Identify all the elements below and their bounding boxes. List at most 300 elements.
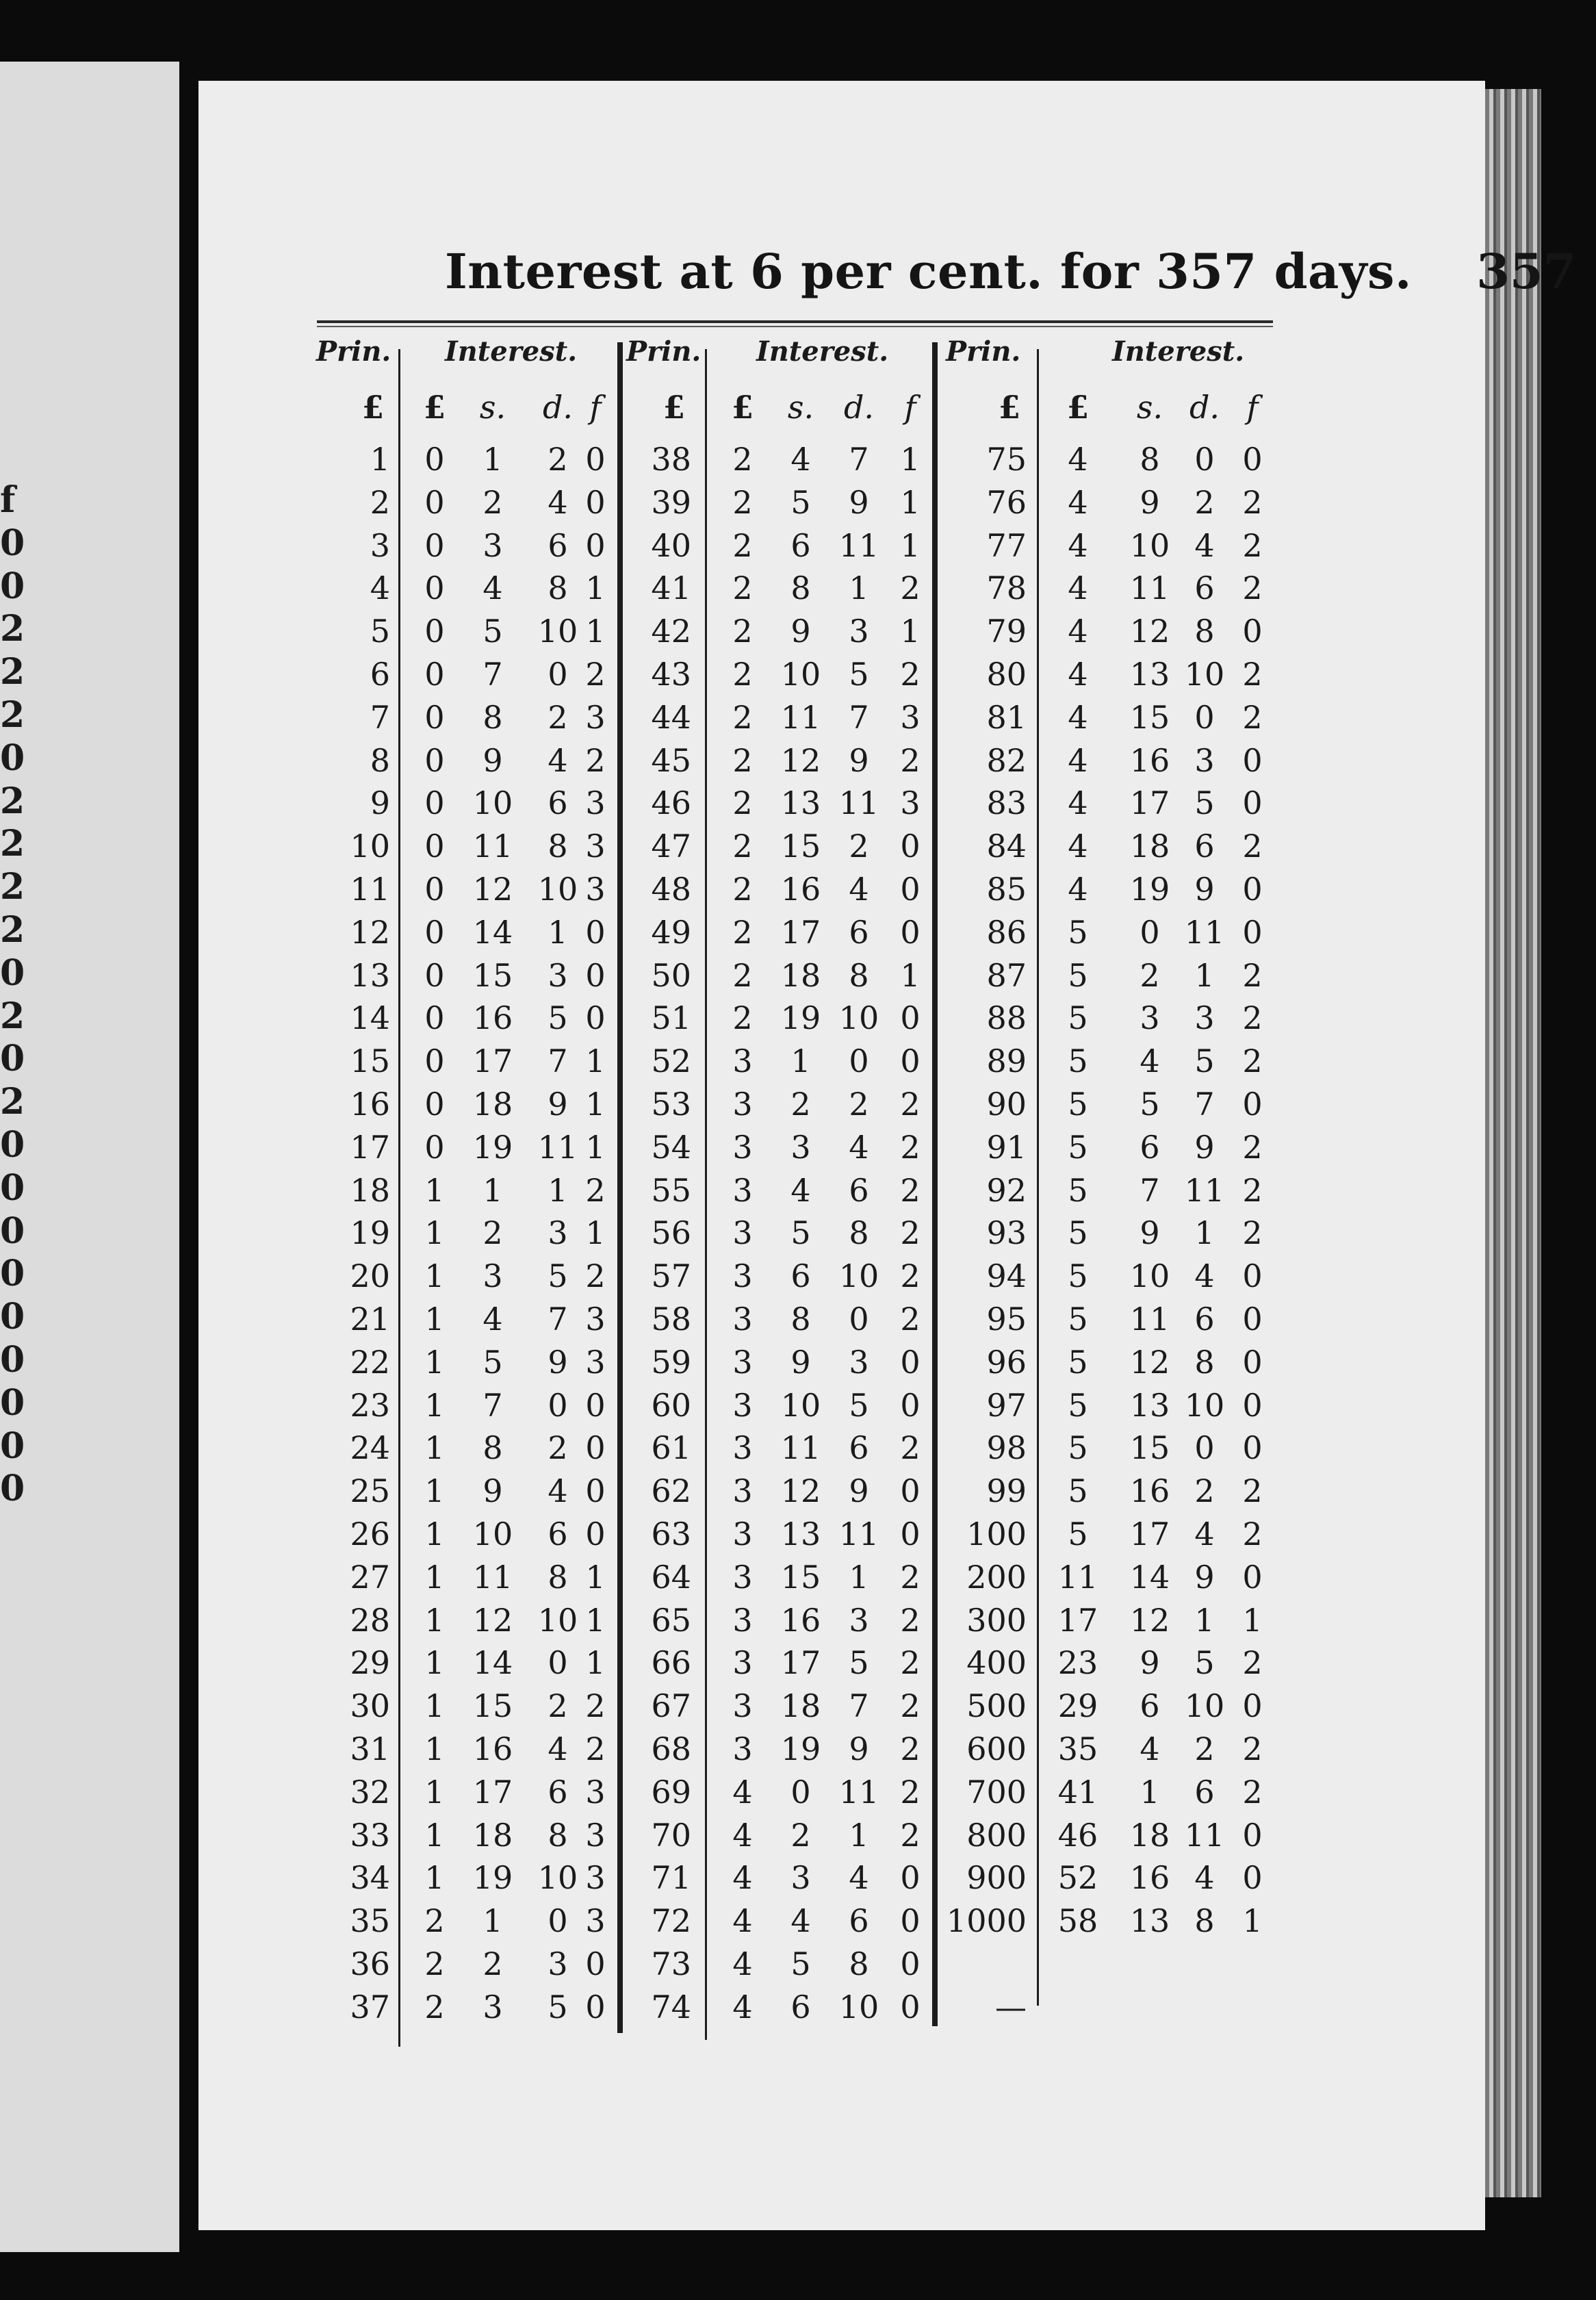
principal-cell: 51 [651,999,691,1037]
farthings-cell: 2 [1242,1516,1263,1552]
pounds-cell: 29 [1057,1687,1098,1725]
principal-cell: 10 [350,828,390,865]
shillings-cell: 7 [1140,1171,1160,1209]
principal-cell: 31 [350,1730,390,1767]
farthings-cell: 1 [900,613,921,650]
shillings-cell: 1 [790,1043,811,1080]
pounds-cell: 5 [1068,1516,1088,1552]
shillings-cell: 2 [482,1214,503,1252]
principal-cell: 54 [651,1128,691,1166]
pence-unit-label: d. [1189,389,1220,426]
pence-cell: 6 [548,526,568,564]
principal-cell: 500 [966,1687,1027,1725]
previous-page-fragment [0,479,27,1511]
farthings-cell: 1 [900,956,921,994]
pence-cell: 9 [849,1730,869,1767]
pounds-cell: 1 [424,1730,445,1767]
farthings-cell: 0 [900,1988,921,2026]
farthings-cell: 0 [585,483,606,521]
pence-cell: 6 [548,1516,568,1552]
principal-cell: 200 [966,1558,1027,1596]
previous-page-glyph: f [0,479,16,521]
principal-cell: 900 [966,1859,1027,1897]
shillings-cell: 15 [780,828,821,865]
pounds-cell: 3 [732,1214,753,1252]
farthings-cell: 2 [900,1214,921,1252]
farthings-cell: 3 [585,871,606,908]
pounds-cell: 0 [424,526,445,564]
farthings-cell: 0 [1242,1257,1263,1295]
farthings-cell: 2 [1242,999,1263,1037]
farthings-cell: 3 [585,1343,606,1381]
pence-cell: 4 [1194,1516,1215,1552]
pence-cell: 4 [548,741,568,779]
pounds-cell: 3 [732,1257,753,1295]
pounds-cell: 0 [424,1128,445,1166]
pence-cell: 6 [1194,1773,1215,1811]
pounds-cell: 5 [1068,1171,1088,1209]
previous-page-glyph: 0 [0,1210,25,1252]
pounds-cell: 4 [1068,613,1088,650]
principal-cell: 1 [370,441,390,478]
farthings-cell: 2 [900,1171,921,1209]
principal-cell: 2 [370,483,390,521]
principal-cell: 63 [651,1516,691,1552]
shillings-cell: 1 [482,1171,503,1209]
shillings-cell: 9 [1140,483,1160,521]
shillings-cell: 6 [790,1257,811,1295]
principal-cell: 55 [651,1171,691,1209]
pence-cell: 9 [849,741,869,779]
pounds-cell: 1 [424,1773,445,1811]
shillings-cell: 7 [482,1386,503,1424]
pounds-cell: 4 [1068,698,1088,736]
shillings-cell: 11 [1129,1301,1170,1338]
principal-cell: 41 [651,570,691,607]
principal-cell: 59 [651,1343,691,1381]
farthings-cell: 3 [900,784,921,822]
shillings-cell: 13 [780,1516,821,1552]
pence-cell: 9 [548,1086,568,1123]
farthings-cell: 2 [1242,526,1263,564]
pounds-cell: 5 [1068,1429,1088,1467]
shillings-cell: 2 [790,1816,811,1854]
pence-cell: 3 [548,1214,568,1252]
pence-cell: 3 [849,1343,869,1381]
pence-cell: 0 [548,1386,568,1424]
principal-cell: 99 [986,1472,1027,1510]
pounds-cell: 2 [732,570,753,607]
shillings-cell: 15 [780,1558,821,1596]
principal-cell: 56 [651,1214,691,1252]
principal-cell: — [995,1988,1027,2026]
farthings-cell: 3 [585,698,606,736]
pounds-cell: 46 [1057,1816,1098,1854]
shillings-cell: 18 [780,956,821,994]
farthings-cell: 2 [900,1301,921,1338]
shillings-cell: 12 [1129,1343,1170,1381]
pence-cell: 5 [548,999,568,1037]
pounds-cell: 5 [1068,1086,1088,1123]
previous-page-glyph: 0 [0,522,25,564]
principal-cell: 95 [986,1301,1027,1338]
pounds-cell: 0 [424,441,445,478]
pounds-cell: 0 [424,1086,445,1123]
principal-cell: 3 [370,526,390,564]
pounds-cell: 4 [1068,526,1088,564]
principal-cell: 42 [651,613,691,650]
pence-cell: 1 [548,913,568,951]
pence-cell: 11 [838,1516,879,1552]
previous-page-glyph: 2 [0,866,25,908]
farthings-cell: 3 [585,1816,606,1854]
pence-cell [1181,1943,1228,1986]
farthings-cell: 3 [585,1773,606,1811]
shillings-cell: 14 [1129,1558,1170,1596]
shillings-cell: 10 [1129,526,1170,564]
shillings-cell: 2 [1140,956,1160,994]
pence-cell: 4 [849,1128,869,1166]
farthings-cell: 0 [585,1472,606,1510]
pence-cell: 5 [548,1988,568,2026]
pence-cell: 6 [849,1171,869,1209]
shillings-cell: 9 [482,741,503,779]
pounds-cell: 1 [424,1171,445,1209]
previous-page-glyph: 0 [0,1424,25,1467]
farthings-cell: 2 [1242,828,1263,865]
farthings-cell [1239,1943,1266,1986]
shillings-cell: 16 [1129,1472,1170,1510]
pounds-cell: 4 [1068,656,1088,693]
pounds-cell: 0 [424,913,445,951]
pounds-cell: 4 [732,1988,753,2026]
pounds-cell: 1 [424,1687,445,1725]
pounds-cell: 2 [732,913,753,951]
principal-cell: 13 [350,956,390,994]
pounds-cell: 3 [732,1516,753,1552]
previous-page-glyph: 2 [0,1081,25,1123]
principal-cell: 85 [986,871,1027,908]
farthings-cell: 1 [585,1558,606,1596]
pounds-cell: 1 [424,1558,445,1596]
farthings-cell: 0 [1242,1086,1263,1123]
shillings-cell: 14 [472,1644,513,1682]
pence-cell: 8 [849,1945,869,1982]
principal-cell: 700 [966,1773,1027,1811]
pence-cell: 2 [1194,1472,1215,1510]
pence-cell: 8 [1194,1902,1215,1940]
pence-cell: 8 [1194,613,1215,650]
farthings-cell: 2 [1242,956,1263,994]
pence-cell: 8 [1194,1343,1215,1381]
pounds-cell: 5 [1068,1043,1088,1080]
previous-page-glyph: 0 [0,951,25,994]
pounds-cell: 35 [1057,1730,1098,1767]
principal-cell: 39 [651,483,691,521]
pence-cell: 0 [1194,698,1215,736]
pence-unit-label: d. [843,389,875,426]
shillings-cell: 4 [482,570,503,607]
farthings-cell: 0 [585,1516,606,1552]
farthings-cell: 2 [1242,1644,1263,1682]
pence-cell: 8 [548,1558,568,1596]
shillings-cell: 1 [1140,1773,1160,1811]
principal-cell: 23 [350,1386,390,1424]
shillings-cell: 10 [472,784,513,822]
pounds-cell: 5 [1068,1214,1088,1252]
previous-page-glyph: 2 [0,780,25,822]
pence-cell: 2 [1194,1730,1215,1767]
interest-header: Interest. [1112,335,1245,368]
shillings-cell: 1 [482,441,503,478]
shillings-cell: 17 [472,1773,513,1811]
farthings-cell: 0 [585,1945,606,1982]
pence-cell: 7 [1194,1086,1215,1123]
pence-cell: 3 [548,1945,568,1982]
farthings-cell: 0 [900,999,921,1037]
pounds-cell: 5 [1068,1343,1088,1381]
pounds-cell: 3 [732,1343,753,1381]
page-edge [1485,89,1541,2197]
principal-cell: 80 [986,656,1027,693]
pounds-cell [1054,1986,1102,2029]
shillings-cell: 9 [1140,1214,1160,1252]
principal-cell: 69 [651,1773,691,1811]
pence-cell: 1 [1194,1214,1215,1252]
shillings-cell: 12 [780,1472,821,1510]
principal-cell: 11 [350,871,390,908]
shillings-cell: 12 [472,1601,513,1639]
farthings-cell: 2 [900,1086,921,1123]
previous-page-glyph: 2 [0,823,25,865]
principal-cell: 52 [651,1043,691,1080]
pence-cell: 11 [1184,913,1225,951]
pounds-cell: 5 [1068,956,1088,994]
pounds-cell: 1 [424,1516,445,1552]
shillings-cell: 2 [482,483,503,521]
principal-cell: 16 [350,1086,390,1123]
principal-cell: 28 [350,1601,390,1639]
pence-cell: 11 [838,1773,879,1811]
principal-cell: 17 [350,1128,390,1166]
farthings-cell: 0 [900,1859,921,1897]
previous-page-glyph: 2 [0,651,25,693]
pence-cell: 11 [1184,1171,1225,1209]
pence-cell: 3 [1194,741,1215,779]
pounds-cell: 4 [1068,828,1088,865]
pounds-cell: 2 [732,784,753,822]
shillings-cell: 4 [790,441,811,478]
farthings-cell: 2 [900,741,921,779]
farthings-cell: 0 [1242,613,1263,650]
previous-page-glyph: 0 [0,1338,25,1381]
farthings-cell: 2 [900,1128,921,1166]
shillings-cell: 19 [780,999,821,1037]
pounds-cell: 3 [732,1086,753,1123]
farthings-cell: 0 [900,871,921,908]
farthings-cell: 1 [900,483,921,521]
pence-cell: 10 [838,1988,879,2026]
pounds-cell: 3 [732,1429,753,1467]
pounds-cell: 2 [732,871,753,908]
pounds-cell: 2 [424,1988,445,2026]
pence-cell: 10 [537,871,578,908]
pounds-cell: 1 [424,1214,445,1252]
principal-cell: 27 [350,1558,390,1596]
pounds-cell: 5 [1068,1128,1088,1166]
column-rule [617,342,623,2033]
farthings-cell: 2 [900,1644,921,1682]
farthings-cell: 0 [900,1945,921,1982]
farthings-cell: 0 [1242,784,1263,822]
principal-cell: 64 [651,1558,691,1596]
farthings-cell: 0 [1242,871,1263,908]
pounds-cell: 4 [732,1945,753,1982]
principal-cell: 77 [986,526,1027,564]
principal-cell: 60 [651,1386,691,1424]
shillings-cell: 3 [482,1988,503,2026]
shillings-cell: 10 [472,1516,513,1552]
shillings-cell: 2 [482,1945,503,1982]
pence-cell: 5 [1194,784,1215,822]
pounds-cell: 1 [424,1816,445,1854]
farthings-cell: 0 [900,1043,921,1080]
pence-cell: 3 [849,613,869,650]
principal-cell: 61 [651,1429,691,1467]
principal-cell: 30 [350,1687,390,1725]
pounds-cell: 3 [732,1558,753,1596]
shillings-cell: 19 [472,1128,513,1166]
principal-cell: 49 [651,913,691,951]
principal-cell: 88 [986,999,1027,1037]
farthings-cell: 0 [1242,913,1263,951]
shillings-cell: 16 [1129,741,1170,779]
principal-cell: 6 [370,656,390,693]
principal-cell: 44 [651,698,691,736]
pounds-cell: 0 [424,613,445,650]
pence-cell: 0 [548,1644,568,1682]
shillings-cell: 16 [780,1601,821,1639]
pence-cell: 4 [548,1472,568,1510]
principal-cell [944,1943,1027,1986]
shillings-cell: 13 [1129,656,1170,693]
shillings-cell: 18 [1129,1816,1170,1854]
farthings-cell: 0 [1242,1816,1263,1854]
pence-cell: 10 [1184,1386,1225,1424]
farthings-cell: 2 [1242,698,1263,736]
pence-cell: 9 [1194,871,1215,908]
pounds-cell: 1 [424,1301,445,1338]
pounds-cell: 1 [424,1343,445,1381]
principal-cell: 33 [350,1816,390,1854]
pence-cell: 6 [849,1429,869,1467]
pence-cell: 0 [548,656,568,693]
principal-cell: 92 [986,1171,1027,1209]
pounds-cell: 5 [1068,1257,1088,1295]
principal-cell: 83 [986,784,1027,822]
previous-page-glyph: 0 [0,1038,25,1080]
shillings-cell: 10 [780,656,821,693]
farthings-cell: 3 [900,698,921,736]
pence-cell: 3 [548,956,568,994]
pounds-cell: 4 [1068,441,1088,478]
pence-cell: 5 [1194,1644,1215,1682]
principal-cell: 12 [350,913,390,951]
pounds-cell: 1 [424,1644,445,1682]
farthings-cell: 0 [900,1516,921,1552]
pounds-cell: 2 [732,483,753,521]
farthings-cell: 0 [1242,1859,1263,1897]
shillings-cell: 12 [1129,613,1170,650]
farthings-cell [1239,1986,1266,2029]
pounds-cell: 4 [1068,784,1088,822]
pounds-cell: 17 [1057,1601,1098,1639]
pence-cell: 7 [849,1687,869,1725]
farthings-cell: 1 [585,613,606,650]
pounds-cell: 2 [732,656,753,693]
principal-cell: 89 [986,1043,1027,1080]
farthings-cell: 1 [585,1086,606,1123]
farthings-cell: 1 [1242,1601,1263,1639]
pounds-cell: 4 [732,1816,753,1854]
shillings-cell: 8 [482,1429,503,1467]
pounds-cell: 1 [424,1386,445,1424]
farthings-cell: 2 [900,570,921,607]
farthings-cell: 0 [900,1386,921,1424]
shillings-cell: 7 [482,656,503,693]
principal-cell: 86 [986,913,1027,951]
pence-cell [1181,1986,1228,2029]
shillings-cell: 2 [790,1086,811,1123]
shillings-cell: 5 [790,1945,811,1982]
farthings-cell: 0 [1242,1687,1263,1725]
farthings-cell: 0 [585,1386,606,1424]
principal-cell: 87 [986,956,1027,994]
principal-cell: 600 [966,1730,1027,1767]
pence-cell: 11 [537,1128,578,1166]
principal-cell: 96 [986,1343,1027,1381]
farthings-cell: 1 [1242,1902,1263,1940]
principal-cell: 53 [651,1086,691,1123]
pence-cell: 10 [537,613,578,650]
pounds-cell: 3 [732,1128,753,1166]
principal-header: Prin. [316,335,391,368]
pounds-cell: 3 [732,1730,753,1767]
pence-cell: 8 [849,956,869,994]
farthings-cell: 0 [585,1988,606,2026]
pence-cell: 2 [548,1687,568,1725]
previous-page [0,62,179,2252]
pounds-cell: 58 [1057,1902,1098,1940]
column-rule [398,349,400,2047]
pence-cell: 10 [537,1601,578,1639]
shillings-cell: 17 [780,1644,821,1682]
shillings-cell: 3 [790,1859,811,1897]
principal-cell: 36 [350,1945,390,1982]
farthings-cell: 2 [1242,1128,1263,1166]
pounds-cell: 0 [424,570,445,607]
principal-cell: 43 [651,656,691,693]
principal-cell: 72 [651,1902,691,1940]
farthings-cell: 1 [585,1644,606,1682]
pence-cell: 0 [548,1902,568,1940]
shillings-cell: 5 [1140,1086,1160,1123]
farthings-cell: 2 [1242,483,1263,521]
pounds-cell: 5 [1068,999,1088,1037]
principal-cell: 1000 [946,1902,1027,1940]
shillings-cell: 15 [1129,698,1170,736]
pence-cell: 11 [1184,1816,1225,1854]
